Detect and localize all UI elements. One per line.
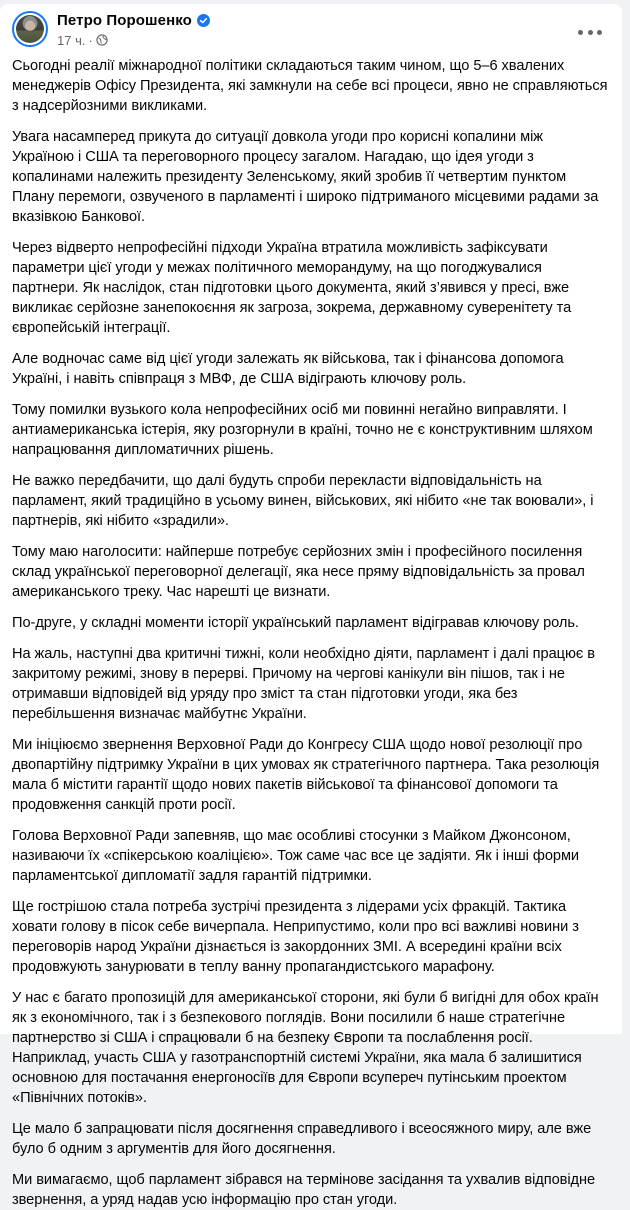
post-timestamp[interactable]: 17 ч. xyxy=(57,32,86,48)
more-dot-icon xyxy=(597,30,602,35)
post-card xyxy=(0,4,622,1208)
post-paragraph: Тому помилки вузького кола непрофесійних осіб ми повинні негайно виправляти. І антиамериканська істерія, яку розгорнули в країні, точно не є конструктивним шляхом напрацювання дипломатичних рішень. xyxy=(12,402,593,458)
post-body xyxy=(0,52,622,1210)
timestamp-row xyxy=(57,31,210,49)
author-avatar[interactable] xyxy=(12,11,48,47)
post-paragraph: По-друге, у складні моменти історії український парламент відігравав ключову роль. xyxy=(12,615,579,631)
avatar-image xyxy=(16,15,44,43)
verified-badge-icon xyxy=(197,14,210,27)
post-meta xyxy=(57,10,210,49)
post-paragraph: Сьогодні реалії міжнародної політики складаються таким чином, що 5–6 хвалених менеджерів Офісу Президента, які замкнули на себе всі процеси, явно не справляються з надсерйозними викликами. xyxy=(12,58,608,114)
post-paragraph: Ми вимагаємо, щоб парламент зібрався на термінове засідання та ухвалив відповідне звернення, а уряд надав усю інформацію про стан угоди. xyxy=(12,1172,596,1208)
post-header xyxy=(0,4,622,52)
more-dot-icon xyxy=(578,30,583,35)
post-paragraph: Через відверто непрофесійні підходи Україна втратила можливість зафіксувати параметри цієї угоди у межах політичного меморандуму, на що погоджувалися партнери. Як наслідок, стан підготовки цього документа, який з’явився у пресі, вже викликає серйозне занепокоєння як загроза, зокрема, державному суверенітету та європейській інтеграції. xyxy=(12,240,572,336)
post-paragraph: Увага насамперед прикута до ситуації довкола угоди про корисні копалини між Україною і США та переговорного процесу загалом. Нагадаю, що ідея угоди з копалинами належить президенту Зеленському, який зробив її четвертим пунктом Плану перемоги, озвученого в парламенті і широко підтриманого місцевими радами за вказівкою Банкової. xyxy=(12,129,599,225)
author-row xyxy=(57,10,210,30)
more-options-button[interactable] xyxy=(578,26,602,38)
post-paragraph: Голова Верховної Ради запевняв, що має особливі стосунки з Майком Джонсоном, називаючи їх «спікерською коаліцією». Тож саме час все це задіяти. Як і інші форми парламентської дипломатії задля гарантій підтримки. xyxy=(12,828,580,884)
post-paragraph: Але водночас саме від цієї угоди залежать як військова, так і фінансова допомога Україні, і навіть співпраця з МВФ, де США відіграють ключову роль. xyxy=(12,351,564,387)
post-paragraph: Ще гострішою стала потреба зустрічі президента з лідерами усіх фракцій. Тактика ховати голову в пісок себе вичерпала. Неприпустимо, коли про всі важливі новини з переговорів народ України дізнається із закордонних ЗМІ. А всередині країни всіх продовжують занурювати в теплу ванну пропагандистського марафону. xyxy=(12,899,579,975)
post-paragraph: Це мало б запрацювати після досягнення справедливого і всеосяжного миру, але вже було б одним з аргументів для його досягнення. xyxy=(12,1121,592,1157)
more-dot-icon xyxy=(588,30,593,35)
post-paragraph: На жаль, наступні два критичні тижні, коли необхідно діяти, парламент і далі працює в закритому режимі, знову в перерві. Причому на чергові канікули він пішов, так і не отримавши відповідей від уряду про зміст та стан підготовки угоди, яка без перебільшення визначає майбутнє України. xyxy=(12,646,595,722)
separator: · xyxy=(88,32,93,48)
globe-icon[interactable] xyxy=(96,34,108,46)
post-paragraph: Тому маю наголосити: найперше потребує серйозних змін і професійного посилення склад української переговорної делегації, яка несе пряму відповідальність за провал американського треку. Час нарешті це визнати. xyxy=(12,544,585,600)
post-paragraph: У нас є багато пропозицій для американської сторони, які були б вигідні для обох країн як з економічного, так і з безпекового поглядів. Вони посилили б наше стратегічне партнерство зі США і спрацювали б на безпеку Європи та послаблення росії. Наприклад, участь США у газотранспортній системі України, яка мала б залишитися основною для постачання енергоносіїв для Європи всупереч путінським проектом «Північних потоків». xyxy=(12,990,599,1106)
post-paragraph: Ми ініціюємо звернення Верховної Ради до Конгресу США щодо нової резолюції про двопартійну підтримку України в цих умовах як стратегічного партнера. Така резолюція мала б містити гарантії щодо нових пакетів військової та фінансової допомоги та продовження санкцій проти росії. xyxy=(12,737,600,813)
post-paragraph: Не важко передбачити, що далі будуть спроби перекласти відповідальність на парламент, який традиційно в усьому винен, військових, які нібито «не так воювали», і партнерів, які нібито «зрадили». xyxy=(12,473,594,529)
author-name[interactable]: Петро Порошенко xyxy=(57,11,192,29)
